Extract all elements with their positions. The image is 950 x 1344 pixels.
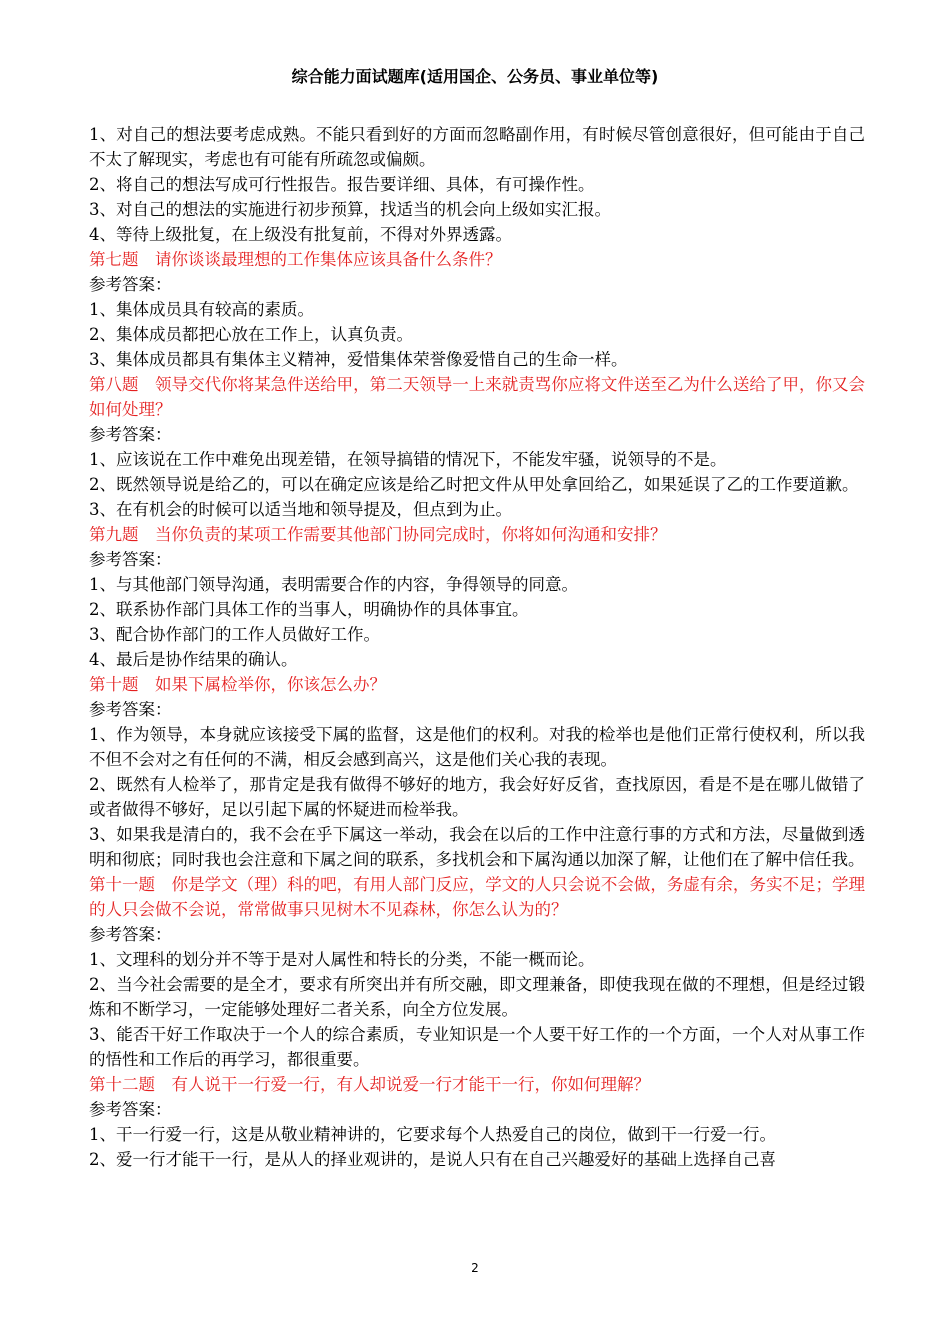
paragraph: 3、在有机会的时候可以适当地和领导提及，但点到为止。 <box>89 500 512 519</box>
paragraph: 3、能否干好工作取决于一个人的综合素质，专业知识是一个人要干好工作的一个方面，一个人对从事工作的悟性和工作后的再学习，都很重要。 <box>89 1025 865 1069</box>
paragraph: 参考答案： <box>89 700 172 719</box>
paragraph: 4、最后是协作结果的确认。 <box>89 650 298 669</box>
paragraph: 2、既然有人检举了，那肯定是我有做得不够好的地方，我会好好反省，查找原因，看是不是在哪儿做错了或者做得不够好，足以引起下属的怀疑进而检举我。 <box>89 775 865 819</box>
question-heading: 第七题 请你谈谈最理想的工作集体应该具备什么条件？ <box>89 250 502 269</box>
paragraph: 2、当今社会需要的是全才，要求有所突出并有所交融，即文理兼备，即使我现在做的不理想，但是经过锻炼和不断学习，一定能够处理好二者关系，向全方位发展。 <box>89 975 865 1019</box>
paragraph: 参考答案： <box>89 275 172 294</box>
question-heading: 第十题 如果下属检举你，你该怎么办？ <box>89 675 386 694</box>
paragraph: 1、与其他部门领导沟通，表明需要合作的内容，争得领导的同意。 <box>89 575 578 594</box>
paragraph: 2、集体成员都把心放在工作上，认真负责。 <box>89 325 413 344</box>
page-number: 2 <box>471 1261 479 1275</box>
paragraph: 3、对自己的想法的实施进行初步预算，找适当的机会向上级如实汇报。 <box>89 200 611 219</box>
paragraph: 1、应该说在工作中难免出现差错，在领导搞错的情况下，不能发牢骚，说领导的不是。 <box>89 450 727 469</box>
paragraph: 2、既然领导说是给乙的，可以在确定应该是给乙时把文件从甲处拿回给乙，如果延误了乙的工作要道歉。 <box>89 475 859 494</box>
paragraph: 3、集体成员都具有集体主义精神，爱惜集体荣誉像爱惜自己的生命一样。 <box>89 350 628 369</box>
question-heading: 第十二题 有人说干一行爱一行，有人却说爱一行才能干一行，你如何理解？ <box>89 1075 650 1094</box>
paragraph: 参考答案： <box>89 425 172 444</box>
paragraph: 1、文理科的划分并不等于是对人属性和特长的分类，不能一概而论。 <box>89 950 595 969</box>
paragraph: 2、联系协作部门具体工作的当事人，明确协作的具体事宜。 <box>89 600 529 619</box>
question-heading: 第十一题 你是学文（理）科的吧，有用人部门反应，学文的人只会说不会做，务虚有余，务实不足；学理的人只会做不会说，常常做事只见树木不见森林，你怎么认为的？ <box>89 875 865 919</box>
paragraph: 1、作为领导，本身就应该接受下属的监督，这是他们的权利。对我的检举也是他们正常行使权利，所以我不但不会对之有任何的不满，相反会感到高兴，这是他们关心我的表现。 <box>89 725 865 769</box>
paragraph: 参考答案： <box>89 550 172 569</box>
paragraph: 2、将自己的想法写成可行性报告。报告要详细、具体，有可操作性。 <box>89 175 595 194</box>
paragraph: 2、爱一行才能干一行，是从人的择业观讲的，是说人只有在自己兴趣爱好的基础上选择自己喜 <box>89 1150 776 1169</box>
paragraph: 3、配合协作部门的工作人员做好工作。 <box>89 625 380 644</box>
paragraph: 1、集体成员具有较高的素质。 <box>89 300 314 319</box>
paragraph: 参考答案： <box>89 925 172 944</box>
paragraph: 参考答案： <box>89 1100 172 1119</box>
paragraph: 1、对自己的想法要考虑成熟。不能只看到好的方面而忽略副作用，有时候尽管创意很好，但可能由于自己不太了解现实，考虑也有可能有所疏忽或偏颇。 <box>89 125 865 169</box>
paragraph: 3、如果我是清白的，我不会在乎下属这一举动，我会在以后的工作中注意行事的方式和方法，尽量做到透明和彻底；同时我也会注意和下属之间的联系，多找机会和下属沟通以加深了解，让他们在了解中信任我。 <box>89 825 865 869</box>
document-body <box>89 122 865 1172</box>
question-heading: 第九题 当你负责的某项工作需要其他部门协同完成时，你将如何沟通和安排？ <box>89 525 667 544</box>
question-heading: 第八题 领导交代你将某急件送给甲，第二天领导一上来就责骂你应将文件送至乙为什么送给了甲，你又会如何处理？ <box>89 375 865 419</box>
page-header: 综合能力面试题库(适用国企、公务员、事业单位等) <box>291 67 659 86</box>
paragraph: 1、干一行爱一行，这是从敬业精神讲的，它要求每个人热爱自己的岗位，做到干一行爱一行。 <box>89 1125 776 1144</box>
paragraph: 4、等待上级批复，在上级没有批复前，不得对外界透露。 <box>89 225 512 244</box>
